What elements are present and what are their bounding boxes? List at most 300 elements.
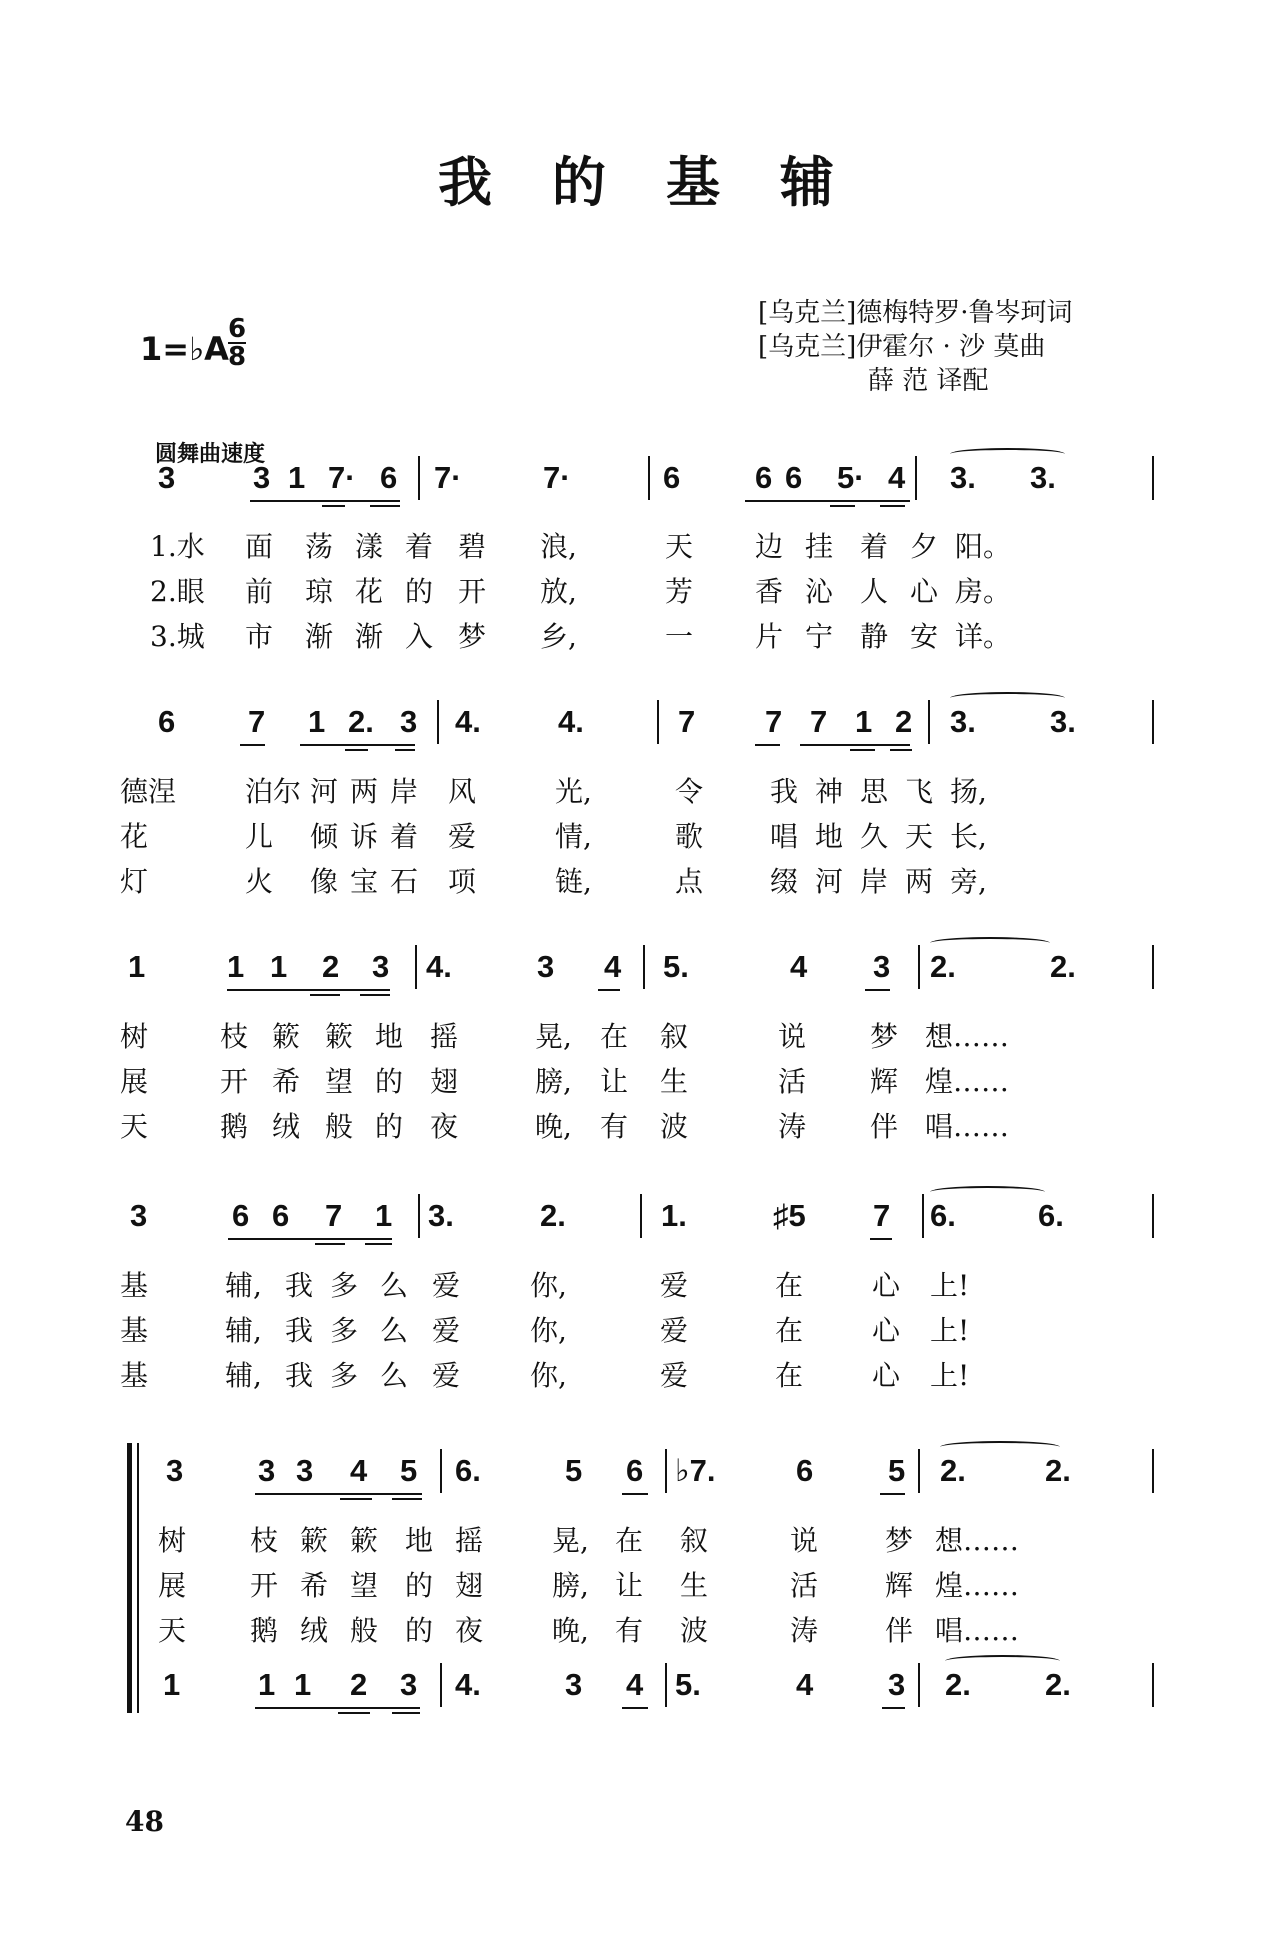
note: 7· [328,460,356,495]
note: 2. [540,1198,566,1233]
barline [1152,456,1154,500]
note: 6. [1038,1198,1064,1233]
beam-underline [300,744,415,746]
note: 3 [873,949,891,984]
lyric-syllable: 心 [872,1359,901,1392]
lyric-syllable: 市 [245,620,274,653]
lyric-syllable: 两 [905,865,934,898]
lyric-syllable: 在 [600,1020,629,1053]
lyric-syllable: 涛 [790,1614,819,1647]
lower-barline [665,1663,667,1707]
note: 1 [308,704,326,739]
lower-note: 2 [350,1667,368,1702]
lyric-syllable: 详。 [955,620,1012,653]
lyric-syllable: 活 [778,1065,807,1098]
lyric-syllable: 鹅 [220,1110,249,1143]
lyric-syllable: 儿 [245,820,274,853]
lower-note: 5. [675,1667,701,1702]
lyric-syllable: 岸 [390,775,419,808]
note: 4. [558,704,584,739]
note: 6 [796,1453,814,1488]
lyric-syllable: 花 [120,820,149,853]
lyric-syllable: 岸 [860,865,889,898]
tie-arc [950,448,1065,460]
lyric-syllable: 晃, [535,1020,572,1053]
note: 2. [930,949,956,984]
barline [1152,1449,1154,1493]
note: 3 [166,1453,184,1488]
lyric-syllable: 膀, [535,1065,572,1098]
lyric-syllable: 爱 [660,1314,689,1347]
lower-note: 4 [796,1667,814,1702]
barline [928,700,930,744]
note: 3. [428,1198,454,1233]
lyric-syllable: 夜 [430,1110,459,1143]
note: 7· [543,460,571,495]
note: 3. [1050,704,1076,739]
lyric-syllable: 晚, [535,1110,572,1143]
lyric-syllable: 唱…… [935,1614,1020,1647]
note: 3 [253,460,271,495]
lyric-syllable: 天 [665,530,694,563]
lyric-syllable: 风 [448,775,477,808]
lyric-syllable: 天 [120,1110,149,1143]
note: 5 [888,1453,906,1488]
lyric-syllable: 天 [158,1614,187,1647]
lyric-syllable: 两 [350,775,379,808]
note: 6 [232,1198,250,1233]
tempo-marking: 圆舞曲速度 [155,442,266,467]
beam-underline-double [315,1243,345,1245]
lyric-syllable: 火 [245,865,274,898]
tie-arc [940,1441,1060,1453]
lyric-syllable: 绒 [300,1614,329,1647]
lyric-syllable: 你, [530,1269,567,1302]
note: 5· [837,460,865,495]
lyric-syllable: 煌…… [925,1065,1010,1098]
lyric-syllable: 在 [775,1269,804,1302]
lyric-syllable: 沁 [805,575,834,608]
lyric-syllable: 链, [555,865,592,898]
tie-arc [930,1186,1045,1198]
lyric-syllable: 宁 [805,620,834,653]
barline [418,456,420,500]
lyric-syllable: 河 [815,865,844,898]
barline [643,945,645,989]
note: 3 [296,1453,314,1488]
note: 6. [930,1198,956,1233]
lyric-syllable: 夕 [910,530,939,563]
barline [648,456,650,500]
lower-beam-underline [622,1707,648,1709]
lyric-syllable: 人 [860,575,889,608]
lyric-syllable: 伴 [885,1614,914,1647]
note: 6 [380,460,398,495]
lyric-syllable: 簌 [272,1020,301,1053]
note: 7· [434,460,462,495]
barline [918,1449,920,1493]
note: 3. [950,704,976,739]
lyric-syllable: 渐 [305,620,334,653]
lyric-syllable: 摇 [430,1020,459,1053]
note: 7 [765,704,783,739]
lyric-syllable: 我 [285,1314,314,1347]
beam-underline-double [360,994,390,996]
lower-beam-underline-double [392,1712,420,1714]
lyric-syllable: 香 [755,575,784,608]
lyric-syllable: 辉 [870,1065,899,1098]
lyric-syllable: 希 [272,1065,301,1098]
lyric-syllable: 你, [530,1359,567,1392]
lyric-syllable: 树 [120,1020,149,1053]
lyric-syllable: 我 [285,1359,314,1392]
note: 3. [950,460,976,495]
beam-underline [800,744,910,746]
note: 1 [128,949,146,984]
lyric-syllable: 思 [860,775,889,808]
lower-note: 2. [1045,1667,1071,1702]
lyric-syllable: 辅, [225,1269,262,1302]
lyric-syllable: 展 [158,1569,187,1602]
lyric-syllable: 晃, [552,1524,589,1557]
lyric-syllable: 一 [665,620,694,653]
barline [437,700,439,744]
barline [415,945,417,989]
lyric-syllable: 枝 [250,1524,279,1557]
beam-underline [865,989,890,991]
lyric-syllable: 前 [245,575,274,608]
lower-note: 4. [455,1667,481,1702]
lyric-syllable: 让 [600,1065,629,1098]
lyric-syllable: 令 [675,775,704,808]
lyric-syllable: 煌…… [935,1569,1020,1602]
note: 4 [350,1453,368,1488]
beam-underline [622,1493,648,1495]
lyric-syllable: 着 [390,820,419,853]
lyric-syllable: 项 [448,865,477,898]
lyric-syllable: 歌 [675,820,704,853]
beam-underline-double [850,749,875,751]
beam-underline-double [370,505,400,507]
lyric-syllable: 开 [220,1065,249,1098]
lower-note: 1 [163,1667,181,1702]
barline [657,700,659,744]
lyric-syllable: 涛 [778,1110,807,1143]
lyric-syllable: 多 [330,1314,359,1347]
lyric-syllable: 的 [405,1614,434,1647]
lyric-syllable: 面 [245,530,274,563]
note: 4. [455,704,481,739]
beam-underline-double [890,749,912,751]
lyric-syllable: 在 [775,1314,804,1347]
lyric-syllable: 唱 [770,820,799,853]
composer-credit: [乌克兰]伊霍尔 · 沙 莫曲 [758,332,1046,362]
lyric-syllable: 天 [905,820,934,853]
lyric-syllable: 我 [285,1269,314,1302]
lyric-syllable: 的 [375,1110,404,1143]
lyric-syllable: 么 [380,1269,409,1302]
lyric-syllable: 扬, [950,775,987,808]
lyric-syllable: 边 [755,530,784,563]
lyric-syllable: 开 [250,1569,279,1602]
lyric-syllable: 爱 [448,820,477,853]
lyric-syllable: 簌 [350,1524,379,1557]
lyric-syllable: 么 [380,1314,409,1347]
lyric-syllable: 展 [120,1065,149,1098]
lyric-syllable: 挂 [805,530,834,563]
lyric-syllable: 旁, [950,865,987,898]
lyric-syllable: 芳 [665,575,694,608]
note: 1. [661,1198,687,1233]
beam-underline [745,500,910,502]
lyric-syllable: 上! [930,1314,970,1347]
note: 2. [940,1453,966,1488]
lyric-syllable: 爱 [432,1269,461,1302]
system-bracket-thick [127,1443,132,1713]
lyric-syllable: 爱 [660,1269,689,1302]
lyric-syllable: 泊尔 [245,775,302,808]
lower-barline [918,1663,920,1707]
lyric-syllable: 着 [405,530,434,563]
beam-underline [227,989,390,991]
lyric-syllable: 心 [910,575,939,608]
barline [665,1449,667,1493]
lyric-syllable: 般 [325,1110,354,1143]
note: 7 [810,704,828,739]
lyric-syllable: 宝 [350,865,379,898]
meter-denominator: 8 [228,342,247,372]
beam-underline [870,1238,892,1240]
barline [915,456,917,500]
lyric-syllable: 情, [555,820,592,853]
lyric-syllable: 叙 [680,1524,709,1557]
barline [1152,945,1154,989]
lyric-syllable: 叙 [660,1020,689,1053]
barline [1152,1194,1154,1238]
note: 5 [565,1453,583,1488]
lyric-syllable: 的 [405,575,434,608]
lyric-syllable: 波 [660,1110,689,1143]
lyric-syllable: 地 [815,820,844,853]
lyric-syllable: 心 [872,1314,901,1347]
lyric-syllable: 夜 [455,1614,484,1647]
lyric-syllable: 希 [300,1569,329,1602]
lyric-syllable: 片 [755,620,784,653]
lyric-syllable: 辅, [225,1314,262,1347]
lyric-syllable: 心 [872,1269,901,1302]
note: 6 [785,460,803,495]
note: 6 [626,1453,644,1488]
beam-underline [598,989,620,991]
lyric-syllable: 望 [350,1569,379,1602]
beam-underline [250,500,400,502]
lyric-syllable: 乡, [540,620,577,653]
lyric-syllable: 入 [405,620,434,653]
note: 3 [258,1453,276,1488]
note: 6 [272,1198,290,1233]
note: 7 [678,704,696,739]
beam-underline [880,1493,905,1495]
note: 6. [455,1453,481,1488]
lyric-syllable: 般 [350,1614,379,1647]
barline [418,1194,420,1238]
barline [440,1449,442,1493]
lyric-syllable: 梦 [885,1524,914,1557]
note: 1 [375,1198,393,1233]
note: 3 [400,704,418,739]
lyric-syllable: 爱 [432,1359,461,1392]
lyric-syllable: 光, [555,775,592,808]
lower-beam-underline [255,1707,420,1709]
lyric-syllable: 基 [120,1359,149,1392]
lower-beam-underline [882,1707,905,1709]
note: 3 [372,949,390,984]
lyric-syllable: 像 [310,865,339,898]
lyric-syllable: 翅 [455,1569,484,1602]
beam-underline [240,744,265,746]
lyric-syllable: 波 [680,1614,709,1647]
lyric-syllable: 地 [405,1524,434,1557]
lyric-syllable: 望 [325,1065,354,1098]
lyric-syllable: 诉 [350,820,379,853]
beam-underline [255,1493,422,1495]
note: ♭7. [675,1453,716,1488]
lower-tie-arc [945,1655,1060,1667]
lower-note: 3 [888,1667,906,1702]
lyric-syllable: 倾 [310,820,339,853]
lyric-syllable: 神 [815,775,844,808]
beam-underline-double [830,505,855,507]
note: 6 [755,460,773,495]
lyric-syllable: 房。 [955,575,1012,608]
lyric-syllable: 有 [600,1110,629,1143]
note: 3 [537,949,555,984]
song-title: 我的基辅 [438,150,894,214]
lyric-syllable: 枝 [220,1020,249,1053]
system-bracket-thin [137,1443,139,1713]
lyric-syllable: 多 [330,1269,359,1302]
lyric-syllable: 地 [375,1020,404,1053]
note: 5. [663,949,689,984]
note: 4 [888,460,906,495]
tie-arc [930,937,1050,949]
lyric-syllable: 我 [770,775,799,808]
lyric-syllable: 渐 [355,620,384,653]
lyric-syllable: 伴 [870,1110,899,1143]
lyric-syllable: 辉 [885,1569,914,1602]
note: 4 [604,949,622,984]
lyric-syllable: 膀, [552,1569,589,1602]
lyric-syllable: 碧 [458,530,487,563]
lyric-syllable: 活 [790,1569,819,1602]
barline [1152,700,1154,744]
note: 5 [400,1453,418,1488]
lyric-syllable: 安 [910,620,939,653]
lyric-syllable: 琼 [305,575,334,608]
lyric-syllable: 簌 [325,1020,354,1053]
lyric-syllable: 放, [540,575,577,608]
lyric-syllable: 上! [930,1269,970,1302]
note: 2. [348,704,374,739]
lyric-syllable: 荡 [305,530,334,563]
lyric-syllable: 让 [615,1569,644,1602]
note: 2 [895,704,913,739]
lyric-syllable: 梦 [458,620,487,653]
page-number: 48 [125,1805,164,1838]
lyric-syllable: 么 [380,1359,409,1392]
lyric-syllable: 簌 [300,1524,329,1557]
beam-underline [228,1238,392,1240]
beam-underline-double [880,505,905,507]
lower-beam-underline-double [338,1712,370,1714]
note: 7 [873,1198,891,1233]
lyric-syllable: 说 [778,1020,807,1053]
lyric-syllable: 生 [660,1065,689,1098]
translator-credit: 薛 范 译配 [868,366,989,396]
lower-note: 3 [400,1667,418,1702]
lyric-syllable: 在 [615,1524,644,1557]
lyric-syllable: 基 [120,1269,149,1302]
note: 4 [790,949,808,984]
lyric-syllable: 1.水 [150,530,205,563]
lyric-syllable: 在 [775,1359,804,1392]
lyric-syllable: 绒 [272,1110,301,1143]
lyric-syllable: 鹅 [250,1614,279,1647]
note: 6 [158,704,176,739]
beam-underline-double [340,1498,372,1500]
time-signature [228,316,246,370]
lyric-syllable: 3.城 [150,620,205,653]
lyric-syllable: 漾 [355,530,384,563]
lyric-syllable: 树 [158,1524,187,1557]
lower-note: 3 [565,1667,583,1702]
lower-note: 4 [626,1667,644,1702]
lyric-syllable: 基 [120,1314,149,1347]
lyric-syllable: 多 [330,1359,359,1392]
lyric-syllable: 说 [790,1524,819,1557]
note: ♯5 [773,1198,806,1233]
lower-barline [1152,1663,1154,1707]
lower-note: 2. [945,1667,971,1702]
lyric-syllable: 上! [930,1359,970,1392]
lyric-syllable: 石 [390,865,419,898]
lyricist-credit: [乌克兰]德梅特罗·鲁岑珂词 [758,298,1073,328]
meter-numerator: 6 [228,314,247,344]
note: 2. [1045,1453,1071,1488]
lyric-syllable: 开 [458,575,487,608]
lyric-syllable: 河 [310,775,339,808]
note: 1 [227,949,245,984]
lyric-syllable: 爱 [432,1314,461,1347]
lyric-syllable: 你, [530,1314,567,1347]
beam-underline-double [345,749,368,751]
note: 3 [130,1198,148,1233]
note: 7 [325,1198,343,1233]
barline [922,1194,924,1238]
key-signature: 1=♭A [140,330,229,368]
lyric-syllable: 缀 [770,865,799,898]
beam-underline-double [310,994,340,996]
lyric-syllable: 的 [375,1065,404,1098]
lyric-syllable: 翅 [430,1065,459,1098]
note: 3. [1030,460,1056,495]
lyric-syllable: 爱 [660,1359,689,1392]
lyric-syllable: 想…… [925,1020,1010,1053]
lower-note: 1 [258,1667,276,1702]
note: 4. [426,949,452,984]
beam-underline-double [365,1243,392,1245]
note: 1 [288,460,306,495]
